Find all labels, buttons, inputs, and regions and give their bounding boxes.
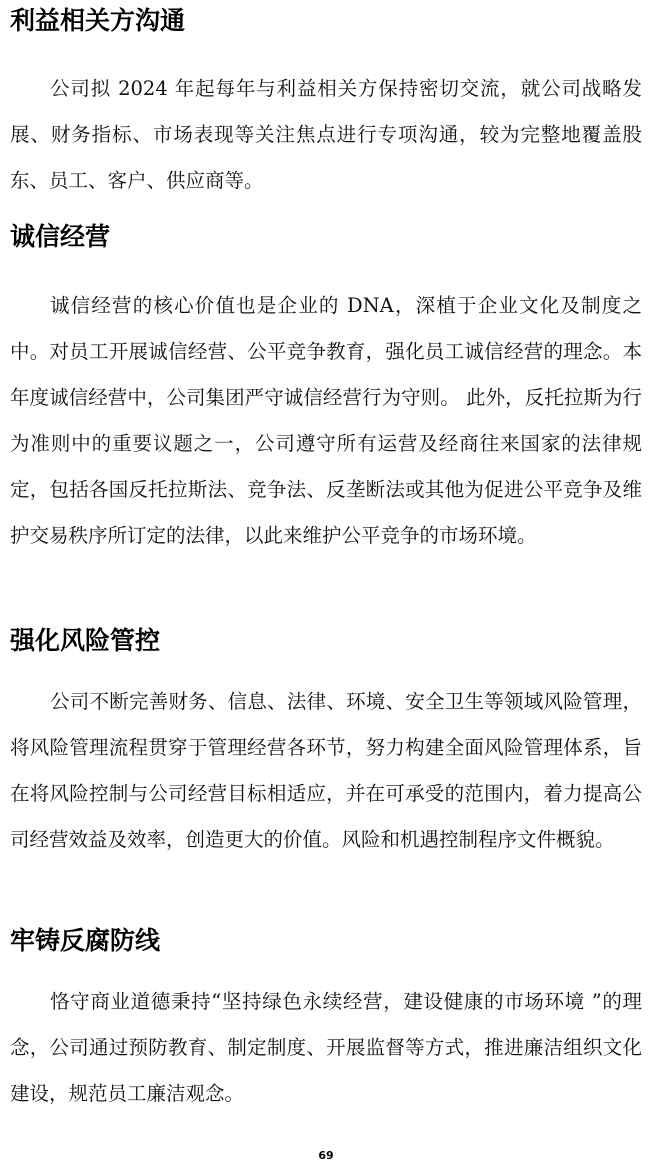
section-heading-anti-corruption: 牢铸反腐防线 — [10, 926, 161, 955]
paragraph-anti-corruption: 恪守商业道德秉持“坚持绿色永续经营，建设健康的市场环境 ”的理念，公司通过预防教育、制定制度、开展监督等方式，推进廉洁组织文化建设，规范员工廉洁观念。 — [10, 990, 642, 1105]
section-heading-integrity-operation: 诚信经营 — [10, 222, 111, 251]
section-heading-stakeholder-communication: 利益相关方沟通 — [10, 6, 186, 35]
section-heading-risk-control: 强化风险管控 — [10, 626, 161, 655]
paragraph-risk-control: 公司不断完善财务、信息、法律、环境、安全卫生等领域风险管理，将风险管理流程贯穿于管理经营各环节，努力构建全面风险管理体系，旨在将风险控制与公司经营目标相适应，并在可承受的范围内，着力提高公司经营效益及效率，创造更大的价值。风险和机遇控制程序文件概貌。 — [10, 690, 642, 851]
paragraph-integrity-operation: 诚信经营的核心价值也是企业的 DNA，深植于企业文化及制度之中。对员工开展诚信经营、公平竞争教育，强化员工诚信经营的理念。本年度诚信经营中，公司集团严守诚信经营行为守则。 此外，反托拉斯为行为准则中的重要议题之一，公司遵守所有运营及经商往来国家的法律规定，包括各国反托拉斯法、竞争法、反垄断法或其他为促进公平竞争及维护交易秩序所订定的法律，以此来维护公平竞争的市场环境。 — [10, 294, 642, 547]
page-number: 69 — [318, 1149, 334, 1162]
paragraph-stakeholder-communication: 公司拟 2024 年起每年与利益相关方保持密切交流，就公司战略发展、财务指标、市场表现等关注焦点进行专项沟通，较为完整地覆盖股东、员工、客户、供应商等。 — [10, 77, 642, 192]
